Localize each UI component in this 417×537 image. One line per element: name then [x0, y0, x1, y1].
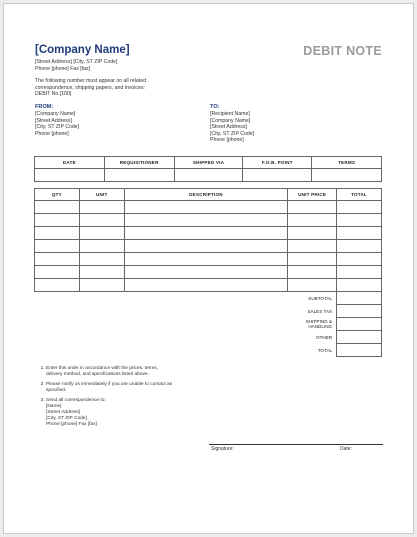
- instruction-item: [46, 382, 208, 394]
- from-line: [Company Name]: [35, 111, 76, 117]
- unit-price-cell[interactable]: [288, 266, 337, 279]
- unit-cell[interactable]: [79, 266, 124, 279]
- col-header-fob-point: F.O.B. POINT: [243, 157, 312, 169]
- instruction-text: 2. Please notify us immediately if you are unable to contact as: [46, 382, 173, 387]
- total-cell[interactable]: [337, 214, 382, 227]
- other-row: [35, 331, 382, 344]
- order-info-row: [35, 169, 382, 182]
- qty-cell[interactable]: [35, 253, 80, 266]
- terms-cell[interactable]: [312, 169, 382, 182]
- total-cell[interactable]: [337, 227, 382, 240]
- col-header-terms: TERMS: [312, 157, 382, 169]
- table-row: [35, 240, 382, 253]
- unit-cell[interactable]: [79, 201, 124, 214]
- unit-price-cell[interactable]: [288, 240, 337, 253]
- col-header-total: TOTAL: [337, 189, 382, 201]
- unit-price-cell[interactable]: [288, 201, 337, 214]
- subtotal-row: [35, 292, 382, 305]
- subtotal-label: SUBTOTAL: [308, 295, 333, 301]
- unit-cell[interactable]: [79, 227, 124, 240]
- from-label: FROM:: [35, 104, 54, 110]
- col-header-unit: UNIT: [79, 189, 124, 201]
- to-line: Phone [phone]: [210, 137, 244, 144]
- to-line: [Street Address]: [210, 124, 247, 131]
- other-label: OTHER: [316, 334, 333, 340]
- qty-cell[interactable]: [35, 214, 80, 227]
- unit-cell[interactable]: [79, 240, 124, 253]
- unit-cell[interactable]: [79, 279, 124, 292]
- note-line-1: The following number must appear on all related: [35, 78, 147, 84]
- to-line: [Company Name]: [210, 117, 251, 124]
- instruction-text: specified.: [46, 388, 67, 393]
- items-table: [34, 188, 382, 357]
- total-cell[interactable]: [337, 240, 382, 253]
- total-cell[interactable]: [337, 253, 382, 266]
- unit-price-cell[interactable]: [288, 227, 337, 240]
- instructions-list: [38, 366, 208, 432]
- shipping-row: [35, 318, 382, 331]
- to-label: TO:: [210, 104, 220, 110]
- signature-label: Signature:: [211, 446, 234, 452]
- from-line: [City, ST ZIP Code]: [35, 124, 80, 131]
- total-row: [35, 344, 382, 357]
- total-cell[interactable]: [337, 201, 382, 214]
- company-name: [Company Name]: [35, 44, 130, 56]
- document-page: [3, 3, 414, 534]
- instruction-text: 1. Enter this order in accordance with the prices, terms,: [46, 366, 158, 371]
- instruction-text: 3. Send all correspondence to:: [46, 398, 106, 403]
- table-row: [35, 201, 382, 214]
- instruction-item: [46, 366, 208, 378]
- col-header-qty: QTY: [35, 189, 80, 201]
- description-cell[interactable]: [124, 201, 287, 214]
- from-block: [35, 104, 79, 137]
- date-cell[interactable]: [35, 169, 105, 182]
- shipping-label: SHIPPING & HANDLING: [305, 319, 333, 329]
- unit-price-cell[interactable]: [288, 279, 337, 292]
- qty-cell[interactable]: [35, 266, 80, 279]
- qty-cell[interactable]: [35, 201, 80, 214]
- signature-line[interactable]: [209, 444, 383, 445]
- instruction-text: delivery method, and specifications listed above.: [46, 372, 149, 377]
- total-value-cell[interactable]: [337, 344, 382, 357]
- qty-cell[interactable]: [35, 240, 80, 253]
- fob-point-cell[interactable]: [243, 169, 312, 182]
- table-row: [35, 253, 382, 266]
- description-cell[interactable]: [124, 214, 287, 227]
- sales-tax-row: [35, 305, 382, 318]
- col-header-unit-price: UNIT PRICE: [288, 189, 337, 201]
- company-phone-fax: Phone [phone] Fax [fax]: [35, 66, 91, 72]
- shipped-via-cell[interactable]: [174, 169, 243, 182]
- table-row: [35, 266, 382, 279]
- subtotal-value-cell[interactable]: [337, 292, 382, 305]
- sales-tax-label: SALES TAX: [307, 308, 333, 314]
- debit-note-instruction: [35, 78, 185, 98]
- company-address: [Street Address] [City, ST ZIP Code]: [35, 59, 118, 65]
- qty-cell[interactable]: [35, 227, 80, 240]
- table-row: [35, 214, 382, 227]
- description-cell[interactable]: [124, 253, 287, 266]
- qty-cell[interactable]: [35, 279, 80, 292]
- other-value-cell[interactable]: [337, 331, 382, 344]
- description-cell[interactable]: [124, 240, 287, 253]
- total-cell[interactable]: [337, 266, 382, 279]
- description-cell[interactable]: [124, 266, 287, 279]
- total-cell[interactable]: [337, 279, 382, 292]
- correspondence-line: [Name]: [46, 404, 62, 409]
- col-header-shipped-via: SHIPPED VIA: [174, 157, 243, 169]
- unit-price-cell[interactable]: [288, 253, 337, 266]
- unit-cell[interactable]: [79, 253, 124, 266]
- instruction-item: [46, 398, 208, 428]
- to-line: [City, ST ZIP Code]: [210, 130, 255, 137]
- correspondence-line: [Street Address]: [46, 410, 81, 415]
- requisitioner-cell[interactable]: [104, 169, 174, 182]
- debit-number: DEBIT No.[100]: [35, 91, 72, 98]
- unit-cell[interactable]: [79, 214, 124, 227]
- description-cell[interactable]: [124, 227, 287, 240]
- sales-tax-value-cell[interactable]: [337, 305, 382, 318]
- col-header-requisitioner: REQUISITIONER: [104, 157, 174, 169]
- table-row: [35, 227, 382, 240]
- unit-price-cell[interactable]: [288, 214, 337, 227]
- date-label: Date:: [340, 446, 352, 452]
- to-block: [210, 104, 254, 144]
- to-line: [Recipient Name]: [210, 111, 250, 117]
- note-line-2: correspondence, shipping papers, and invoices:: [35, 84, 145, 91]
- order-info-table: [34, 156, 382, 182]
- description-cell[interactable]: [124, 279, 287, 292]
- col-header-date: DATE: [35, 157, 105, 169]
- correspondence-line: Phone [phone] Fax [fax]: [46, 422, 97, 427]
- shipping-value-cell[interactable]: [337, 318, 382, 331]
- document-title: DEBIT NOTE: [303, 44, 382, 58]
- from-line: Phone [phone]: [35, 130, 69, 137]
- from-line: [Street Address]: [35, 117, 72, 124]
- col-header-description: DESCRIPTION: [124, 189, 287, 201]
- table-row: [35, 279, 382, 292]
- total-label: TOTAL: [317, 347, 333, 353]
- correspondence-line: [City, ST ZIP Code]: [46, 416, 87, 421]
